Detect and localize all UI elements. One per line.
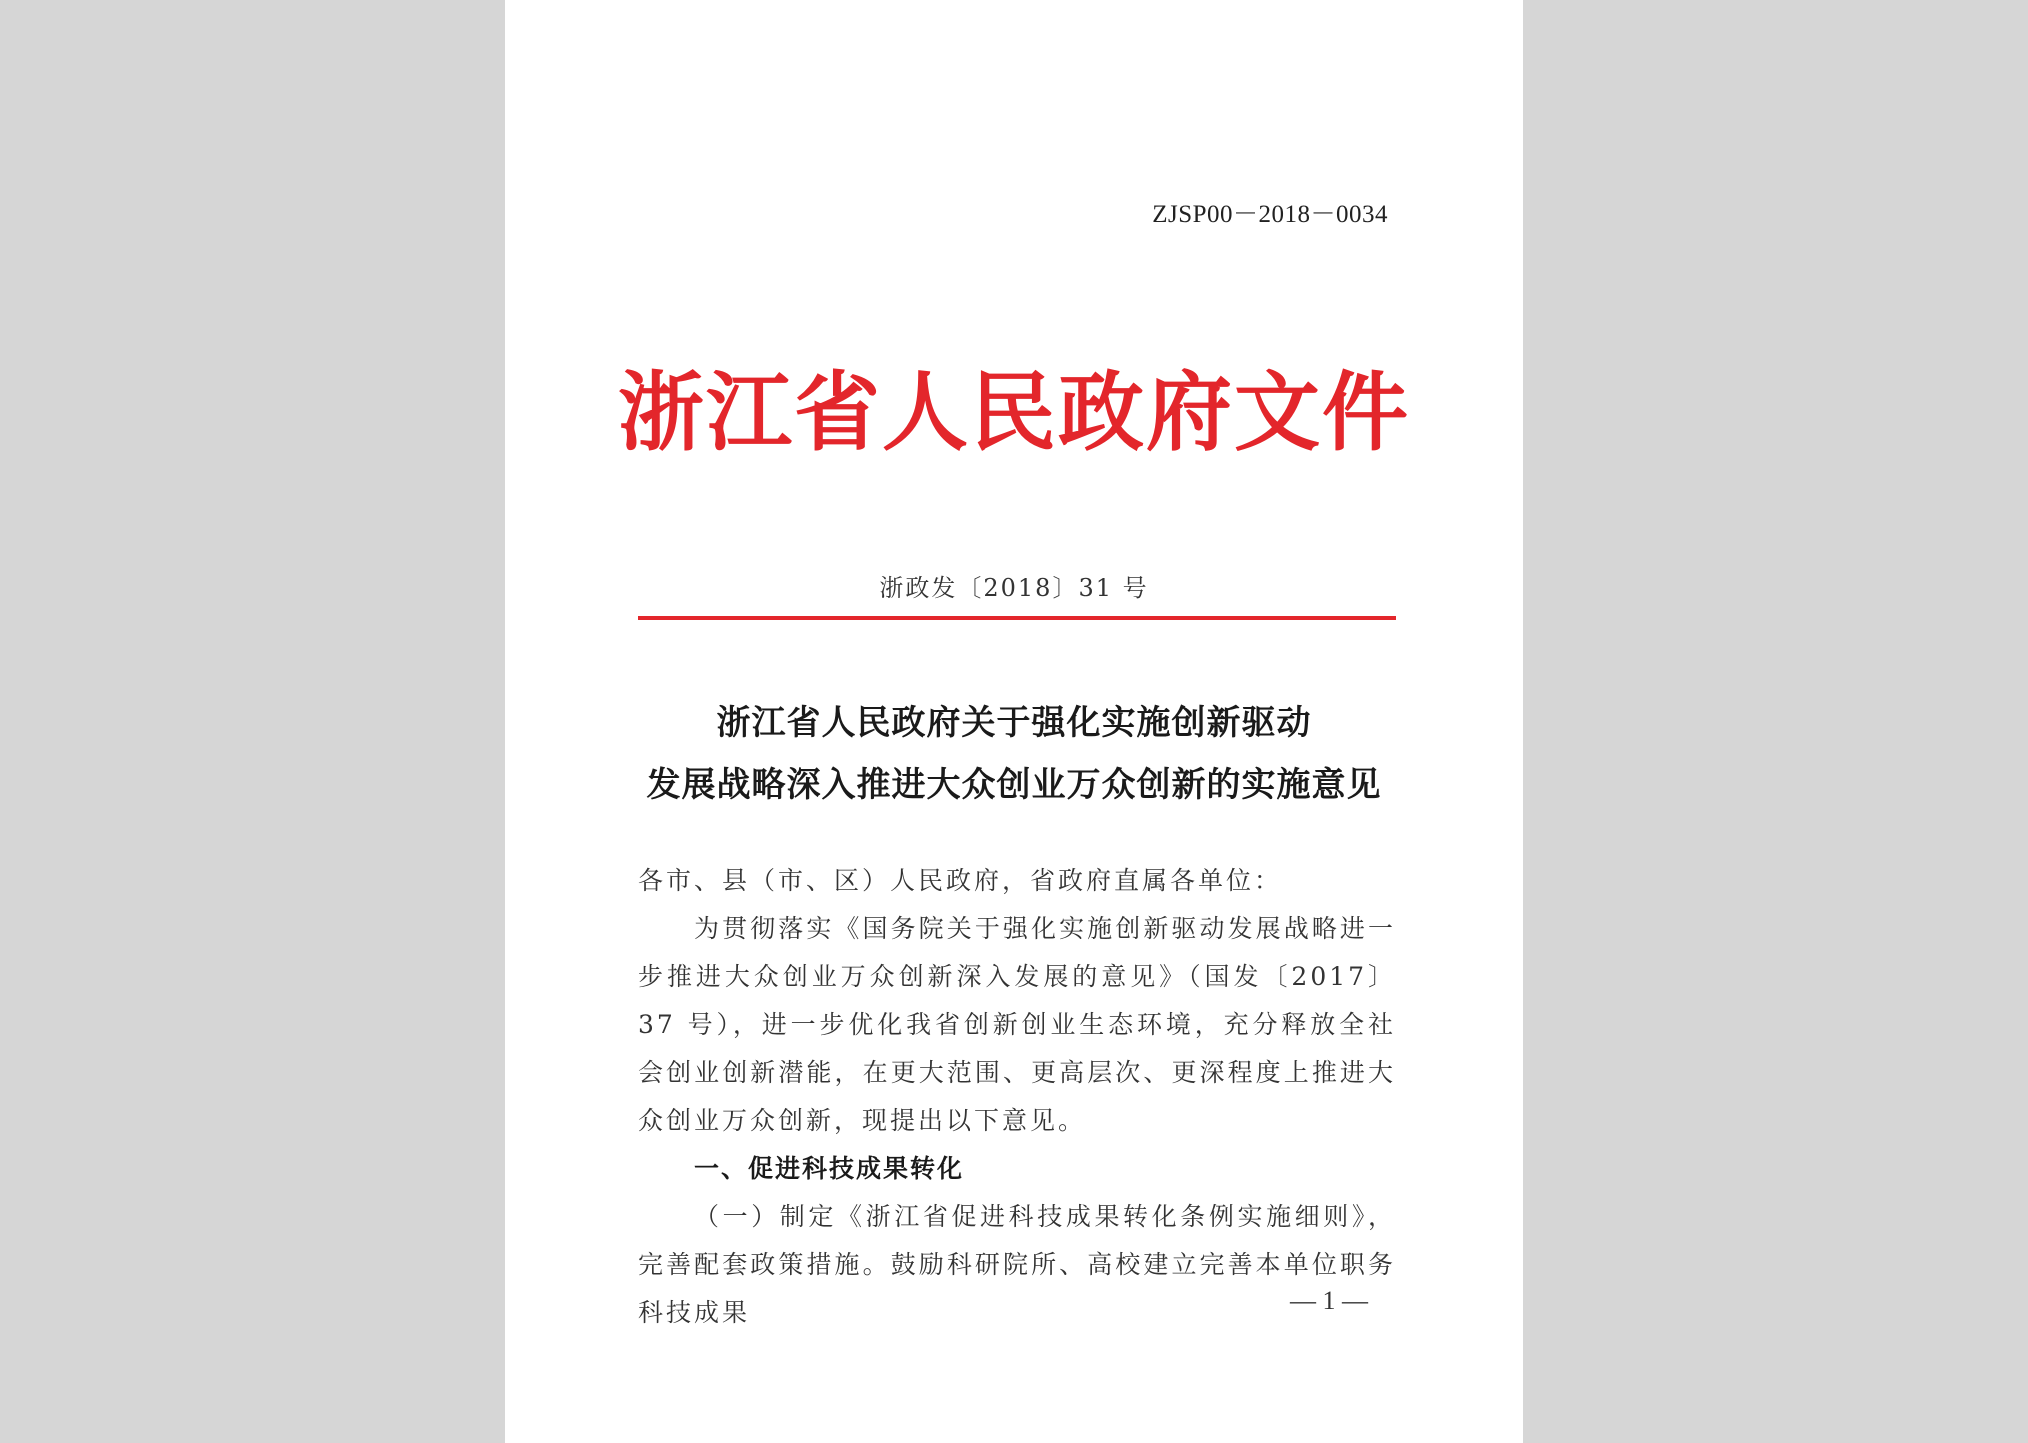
section-heading: 一、促进科技成果转化 (694, 1154, 965, 1183)
document-body (638, 857, 1396, 1337)
salutation: 各市、县（市、区）人民政府，省政府直属各单位： (638, 866, 1283, 895)
page-number: — 1 — (1290, 1286, 1368, 1315)
title-line-2: 发展战略深入推进大众创业万众创新的实施意见 (646, 765, 1382, 805)
body-paragraph: 为贯彻落实《国务院关于强化实施创新驱动发展战略进一步推进大众创业万众创新深入发展的意见》（国发〔2017〕37 号），进一步优化我省创新创业生态环境，充分释放全社会创业创新潜能，在更大范围、更高层次、更深程度上推进大众创业万众创新，现提出以下意见。 (638, 914, 1396, 1135)
body-paragraph: （一）制定《浙江省促进科技成果转化条例实施细则》，完善配套政策措施。鼓励科研院所、高校建立完善本单位职务科技成果 (638, 1202, 1396, 1327)
title-line-1: 浙江省人民政府关于强化实施创新驱动 (716, 703, 1312, 743)
document-code: ZJSP00－2018－0034 (1152, 201, 1388, 228)
document-page (505, 0, 1523, 1443)
red-divider-line (638, 616, 1396, 620)
document-title (505, 692, 1523, 816)
masthead-title: 浙江省人民政府文件 (618, 362, 1410, 463)
document-number: 浙政发〔2018〕31 号 (879, 574, 1149, 602)
